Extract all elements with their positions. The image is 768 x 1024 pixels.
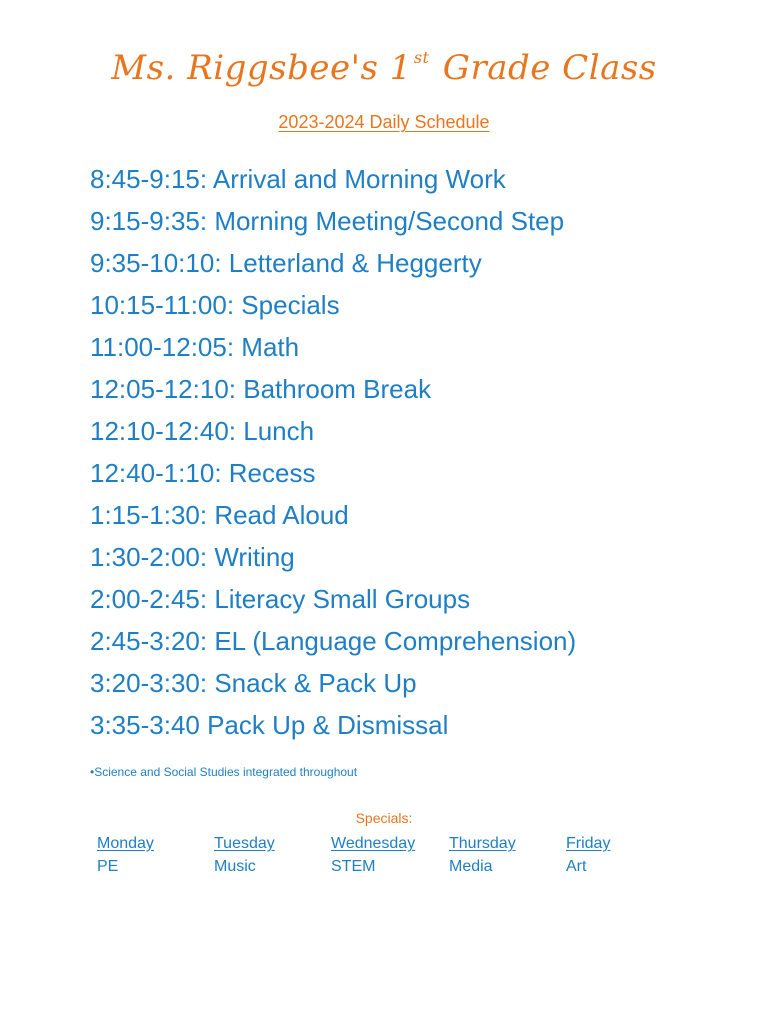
schedule-list (90, 158, 576, 746)
specials-monday (97, 834, 207, 880)
special-subject: Art (566, 858, 587, 875)
specials-heading: Specials: (355, 810, 413, 826)
specials-wednesday (331, 834, 441, 880)
specials-thursday (449, 834, 559, 880)
special-subject: Media (449, 858, 493, 875)
page-subtitle: 2023-2024 Daily Schedule (278, 112, 490, 132)
day-label: Monday (97, 835, 154, 852)
integration-note: •Science and Social Studies integrated throughout (90, 765, 358, 779)
schedule-item: 9:35-10:10: Letterland & Heggerty (90, 248, 482, 278)
page-title (0, 48, 768, 88)
schedule-item: 12:10-12:40: Lunch (90, 416, 315, 446)
special-subject: Music (214, 858, 256, 875)
schedule-item: 9:15-9:35: Morning Meeting/Second Step (90, 206, 565, 236)
schedule-item: 12:40-1:10: Recess (90, 458, 316, 488)
title-prefix: Ms. Riggsbee's 1 (111, 48, 412, 88)
special-subject: PE (97, 858, 119, 875)
schedule-item: 11:00-12:05: Math (90, 332, 300, 362)
day-label: Tuesday (214, 835, 275, 852)
schedule-item: 2:00-2:45: Literacy Small Groups (90, 584, 471, 614)
day-label: Thursday (449, 835, 516, 852)
schedule-item: 1:30-2:00: Writing (90, 542, 295, 572)
day-label: Wednesday (331, 835, 416, 852)
title-superscript: st (413, 48, 430, 67)
schedule-item: 10:15-11:00: Specials (90, 290, 340, 320)
schedule-item: 1:15-1:30: Read Aloud (90, 500, 349, 530)
specials-friday (566, 834, 676, 880)
schedule-item: 2:45-3:20: EL (Language Comprehension) (90, 626, 577, 656)
schedule-item: 8:45-9:15: Arrival and Morning Work (90, 164, 506, 194)
title-suffix: Grade Class (442, 48, 657, 88)
schedule-item: 3:35-3:40 Pack Up & Dismissal (90, 710, 449, 740)
specials-tuesday (214, 834, 324, 880)
day-label: Friday (566, 835, 611, 852)
schedule-item: 12:05-12:10: Bathroom Break (90, 374, 432, 404)
special-subject: STEM (331, 858, 376, 875)
schedule-item: 3:20-3:30: Snack & Pack Up (90, 668, 417, 698)
